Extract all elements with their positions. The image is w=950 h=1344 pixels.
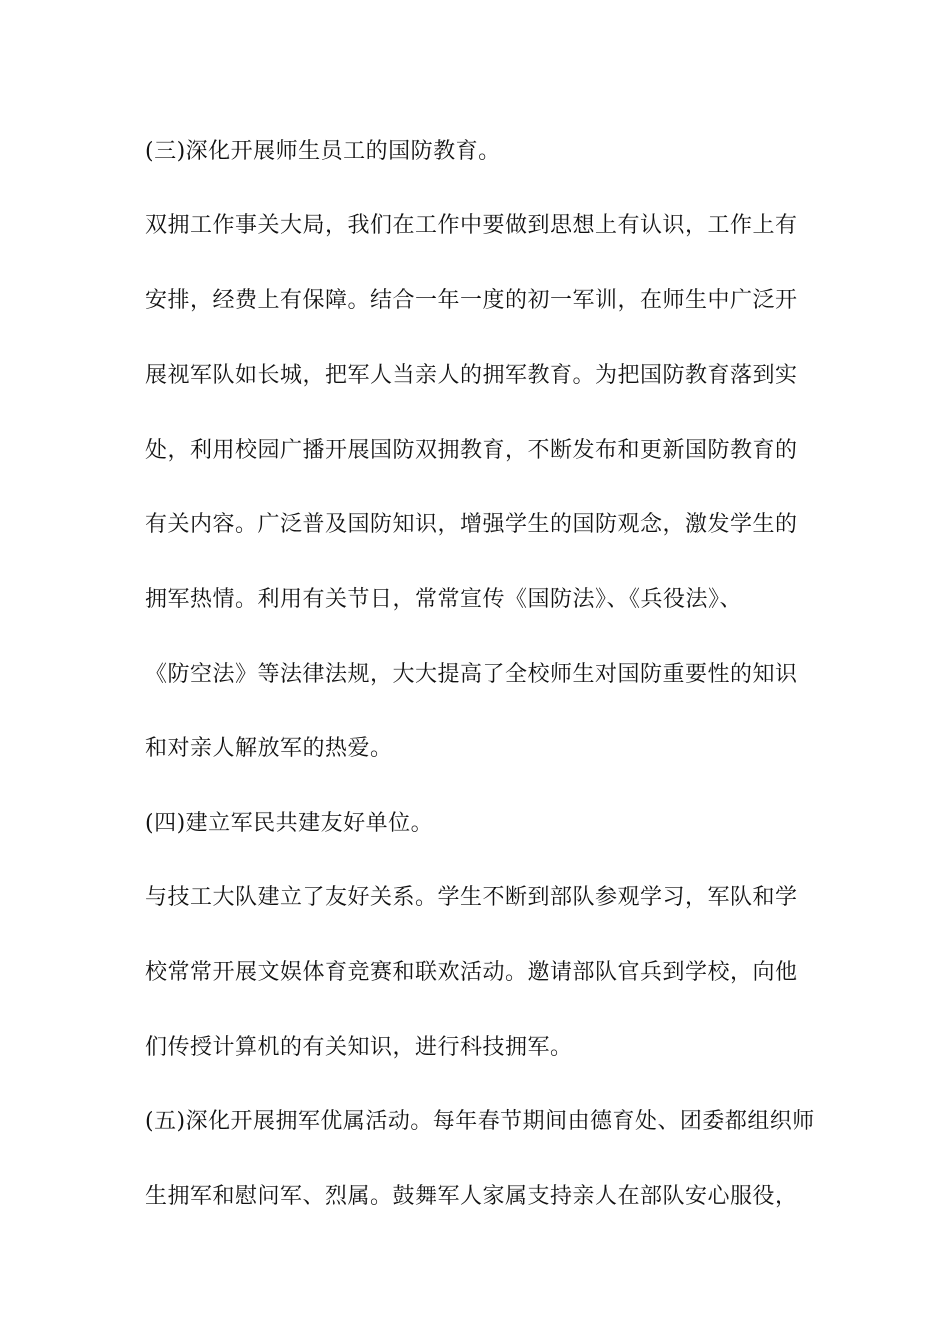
paragraph-line: 有关内容。广泛普及国防知识，增强学生的国防观念，激发学生的 [145, 512, 798, 537]
section-heading-5: (五)深化开展拥军优属活动。每年春节期间由德育处、团委都组织师 [145, 1109, 815, 1134]
paragraph-line: 和对亲人解放军的热爱。 [145, 736, 393, 761]
paragraph-line: 拥军热情。利用有关节日，常常宣传《国防法》、《兵役法》、 [145, 587, 743, 612]
paragraph-line: 与技工大队建立了友好关系。学生不断到部队参观学习，军队和学 [145, 885, 798, 910]
paragraph-line: 展视军队如长城，把军人当亲人的拥军教育。为把国防教育落到实 [145, 363, 798, 388]
paragraph-line: 双拥工作事关大局，我们在工作中要做到思想上有认识，工作上有 [145, 213, 798, 238]
section-heading-3: (三)深化开展师生员工的国防教育。 [145, 139, 501, 164]
paragraph-line: 《防空法》等法律法规，大大提高了全校师生对国防重要性的知识 [145, 662, 798, 687]
section-heading-4: (四)建立军民共建友好单位。 [145, 811, 434, 836]
paragraph-line: 安排，经费上有保障。结合一年一度的初一军训，在师生中广泛开 [145, 288, 798, 313]
paragraph-line: 生拥军和慰问军、烈属。鼓舞军人家属支持亲人在部队安心服役， [145, 1184, 798, 1209]
paragraph-line: 校常常开展文娱体育竞赛和联欢活动。邀请部队官兵到学校，向他 [145, 960, 798, 985]
paragraph-line: 们传授计算机的有关知识，进行科技拥军。 [145, 1035, 573, 1060]
paragraph-line: 处，利用校园广播开展国防双拥教育，不断发布和更新国防教育的 [145, 438, 798, 463]
